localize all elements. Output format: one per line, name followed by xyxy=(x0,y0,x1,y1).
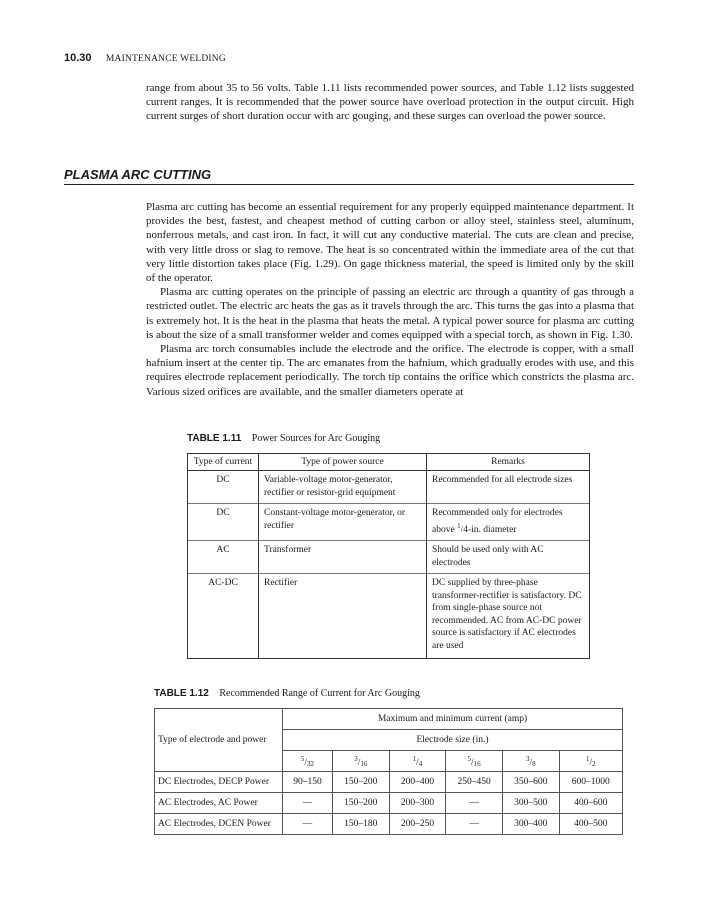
table-cell: DC xyxy=(188,471,259,504)
table-row xyxy=(155,793,623,814)
column-header: Type of current xyxy=(188,454,259,471)
column-header: Type of power source xyxy=(259,454,427,471)
table-cell: 400–600 xyxy=(559,793,622,814)
table-cell: 350–600 xyxy=(502,772,559,793)
table-cell: Rectifier xyxy=(259,574,427,659)
column-header: Remarks xyxy=(427,454,590,471)
table-title: Power Sources for Arc Gouging xyxy=(251,433,381,444)
fraction-denominator: 16 xyxy=(473,759,481,768)
table-cell: — xyxy=(446,793,503,814)
table-cell: 300–500 xyxy=(502,793,559,814)
remarks-text: DC supplied by three-phase transformer-rectifier is satisfactory. DC from single-phase source not recommended. AC from AC-DC power source is satisfactory if AC electrodes are used xyxy=(432,578,582,651)
table-cell: 300–400 xyxy=(502,814,559,835)
fraction-denominator: 32 xyxy=(307,759,315,768)
section-paragraph: Plasma arc cutting operates on the principle of passing an electric arc through a quantity of gas through a restricted outlet. The electric arc heats the gas as it travels through the arc. This turns the gas into a plasma that is extremely hot. It is the heat in the plasma that heats the metal. A typical power source for plasma arc cutting is about the size of a small transformer welder and comes equipped with a special torch, as shown in Fig. 1.30. xyxy=(146,286,634,341)
section-body xyxy=(146,200,634,399)
fraction-numerator: 1 xyxy=(585,754,590,763)
fraction-denominator: 8 xyxy=(532,759,536,768)
fraction-numerator: 3 xyxy=(354,754,358,763)
table-cell xyxy=(427,504,590,541)
fraction-denominator: 4 xyxy=(418,759,423,768)
fraction-numerator: 1 xyxy=(412,754,417,763)
fraction-numerator: 1 xyxy=(457,521,461,530)
table-cell: 90–150 xyxy=(283,772,333,793)
remarks-text: Recommended only for electrodes above xyxy=(432,508,563,535)
table-cell: 200–250 xyxy=(389,814,446,835)
remarks-text: Should be used only with AC electrodes xyxy=(432,545,544,568)
section-heading: PLASMA ARC CUTTING xyxy=(64,167,634,185)
table-cell: AC-DC xyxy=(188,574,259,659)
size-header: $^1/_4$ xyxy=(389,751,446,772)
table-row xyxy=(155,814,623,835)
table-cell: Constant-voltage motor-generator, or rectifier xyxy=(259,504,427,541)
table-cell: 200–400 xyxy=(389,772,446,793)
group-header: Maximum and minimum current (amp) xyxy=(283,709,623,730)
fraction-denominator: 16 xyxy=(360,759,368,768)
size-header: $^5/_{32}$ xyxy=(283,751,333,772)
size-header: $^1/_2$ xyxy=(559,751,622,772)
row-label: DC Electrodes, DECP Power xyxy=(155,772,283,793)
fraction: $^1$/4 xyxy=(457,521,468,535)
table-title: Recommended Range of Current for Arc Gouging xyxy=(219,688,420,699)
intro-paragraph: range from about 35 to 56 volts. Table 1.11 lists recommended power sources, and Table 1.12 lists suggested current ranges. It is recommended that the power source have overload protection in the output circuit. High current surges of short duration occur with arc gouging, and these surges can overload the power source. xyxy=(146,82,634,123)
table-cell: Transformer xyxy=(259,541,427,574)
table-cell: 400–500 xyxy=(559,814,622,835)
table-row xyxy=(188,471,590,504)
table-cell xyxy=(427,471,590,504)
row-label: AC Electrodes, DCEN Power xyxy=(155,814,283,835)
row-label: AC Electrodes, AC Power xyxy=(155,793,283,814)
table-cell: 200–300 xyxy=(389,793,446,814)
fraction-numerator: 5 xyxy=(300,754,305,763)
power-sources-table xyxy=(187,453,590,659)
table-cell: Variable-voltage motor-generator, rectifier or resistor-grid equipment xyxy=(259,471,427,504)
fraction-numerator: 5 xyxy=(467,754,472,763)
table-row xyxy=(188,504,590,541)
current-range-table xyxy=(154,708,623,835)
table-cell: 150–200 xyxy=(332,772,389,793)
table-cell xyxy=(427,541,590,574)
intro-paragraph-block xyxy=(146,81,634,124)
row-header: Type of electrode and power xyxy=(155,709,283,772)
table-cell xyxy=(427,574,590,659)
table-cell: 600–1000 xyxy=(559,772,622,793)
table-1-12-caption xyxy=(154,688,420,699)
table-cell: — xyxy=(283,814,333,835)
page-number: 10.30 xyxy=(64,52,92,64)
table-header-row xyxy=(155,709,623,730)
table-cell: AC xyxy=(188,541,259,574)
table-row xyxy=(188,574,590,659)
section-paragraph: Plasma arc torch consumables include the electrode and the orifice. The electrode is copper, with a small hafnium insert at the center tip. The arc emanates from the hafnium, which gradually erodes with use, and this requires electrode replacement periodically. The torch tip contains the orifice which constricts the plasma arc. Various sized orifices are available, and the smaller diameters operate at xyxy=(146,343,634,398)
table-1-11-caption xyxy=(187,433,380,444)
size-header: $^5/_{16}$ xyxy=(446,751,503,772)
table-cell: 250–450 xyxy=(446,772,503,793)
remarks-text: -in. diameter xyxy=(467,524,517,535)
table-label: TABLE 1.11 xyxy=(187,433,242,444)
section-paragraph: Plasma arc cutting has become an essential requirement for any properly equipped maintenance department. It provides the best, fastest, and cheapest method of cutting carbon or alloy steel, stainless steel, aluminum, nonferrous metals, and cast iron. In fact, it will cut any conductive material. The cuts are clean and precise, with very little dross or slag to remove. The heat is so concentrated within the immediate area of the cut that very little distortion takes place (Fig. 1.29). On gage thickness material, the speed is limited only by the skill of the operator. xyxy=(146,201,634,285)
size-header: $^3/_{16}$ xyxy=(332,751,389,772)
table-label: TABLE 1.12 xyxy=(154,688,209,699)
table-row xyxy=(155,772,623,793)
running-head: MAINTENANCE WELDING xyxy=(105,54,226,64)
table-cell: DC xyxy=(188,504,259,541)
fraction-denominator: 4 xyxy=(463,524,468,535)
table-cell: — xyxy=(283,793,333,814)
size-header: $^3/_8$ xyxy=(502,751,559,772)
subgroup-header: Electrode size (in.) xyxy=(283,730,623,751)
fraction-denominator: 2 xyxy=(592,759,596,768)
table-cell: 150–200 xyxy=(332,793,389,814)
table-cell: 150–180 xyxy=(332,814,389,835)
fraction-numerator: 3 xyxy=(525,754,530,763)
table-cell: — xyxy=(446,814,503,835)
remarks-text: Recommended for all electrode sizes xyxy=(432,475,573,485)
table-header-row xyxy=(188,454,590,471)
table-row xyxy=(188,541,590,574)
page-header xyxy=(64,52,226,64)
